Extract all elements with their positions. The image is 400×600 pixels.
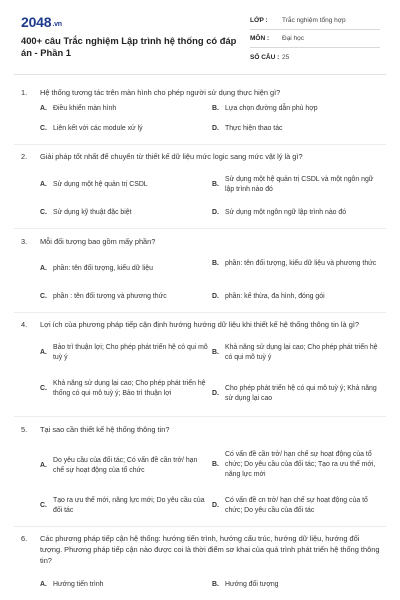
option-letter: C.	[40, 385, 47, 392]
question-number: 2.	[21, 152, 28, 161]
option-letter: C.	[40, 293, 47, 300]
option-text: Bảo trì thuận lợi; Cho phép phát triển hệ có qui mô tuỳ ý	[53, 344, 208, 361]
option-text: Có vấn đề cần trở/ hạn chế sự hoạt động của tổ chức; Do yêu cầu của đối tác; Tạo ra ưu thế mới, năng lực mới	[225, 451, 376, 478]
option-text: Thực hiện thao tác	[225, 125, 283, 132]
option-letter: C.	[40, 125, 47, 132]
meta-key: MÔN :	[250, 35, 270, 42]
option-text: Tạo ra ưu thế mới, năng lực mới; Do yêu cầu của đối tác	[53, 497, 205, 514]
option-text: Khả năng sử dụng lại cao; Cho phép phát triển hệ có qui mô tuỳ ý	[225, 344, 378, 361]
question-2-text	[21, 151, 381, 162]
option-text: Sử dụng một hệ quản trị CSDL	[53, 181, 148, 188]
option-letter: B.	[212, 260, 219, 267]
option-text: Hướng đối tượng	[225, 581, 279, 588]
option-letter: D.	[212, 209, 219, 216]
meta-value: Trắc nghiệm tổng hợp	[282, 17, 346, 24]
option-text: Có vấn đề cn trở/ hạn chế sự hoạt động của tổ chức; Do yêu cầu của đối tác	[225, 497, 368, 514]
option-text: Liên kết với các module xử lý	[53, 125, 143, 132]
logo-suffix: .vn	[52, 21, 62, 28]
site-logo[interactable]	[21, 14, 62, 30]
question-5-option-d[interactable]	[212, 496, 380, 516]
question-body: Hệ thống tương tác trên màn hình cho phép người sử dụng thực hiện gì?	[40, 88, 281, 97]
question-1-option-a[interactable]	[40, 104, 208, 114]
question-divider	[14, 312, 386, 313]
question-1-option-c[interactable]	[40, 124, 208, 134]
option-text: Cho phép phát triển hệ có qui mô tuỳ ý; Khả năng sử dụng lại cao	[225, 385, 377, 402]
question-divider	[14, 526, 386, 527]
option-letter: D.	[212, 390, 219, 397]
option-letter: B.	[212, 105, 219, 112]
option-text: Do yêu cầu của đối tác; Có vấn đề cần trở/ hạn chế sự hoạt động của tổ chức	[53, 457, 198, 474]
question-6-text	[21, 533, 381, 566]
question-4-option-d[interactable]	[212, 384, 380, 404]
question-number: 6.	[21, 534, 28, 543]
option-letter: A.	[40, 581, 47, 588]
option-letter: D.	[212, 125, 219, 132]
question-number: 1.	[21, 88, 28, 97]
option-letter: D.	[212, 293, 219, 300]
meta-row-count	[250, 48, 380, 66]
question-body: Mỗi đối tượng bao gồm mấy phần?	[40, 237, 156, 246]
question-body: Các phương pháp tiếp cận hệ thống: hướng tiến trình, hướng cấu trúc, hướng dữ liệu, hướng đối tượng. Phương pháp tiếp cận nào được coi là thời điểm sơ khai của quá trình phát triển hệ thống thông tin?	[40, 534, 380, 565]
option-letter: B.	[212, 349, 219, 356]
question-number: 4.	[21, 320, 28, 329]
question-2-option-d[interactable]	[212, 208, 380, 218]
option-text: phần: tên đối tượng, kiểu dữ liệu và phương thức	[225, 260, 377, 267]
question-4-option-b[interactable]	[212, 343, 380, 363]
question-4-text	[21, 319, 381, 330]
meta-value: Đại học	[282, 35, 305, 42]
option-text: Khả năng sử dụng lại cao; Cho phép phát triển hệ thống có qui mô tuỳ ý; Bảo trì thuận lợi	[53, 380, 206, 397]
option-letter: C.	[40, 209, 47, 216]
meta-value: 25	[282, 53, 290, 61]
option-letter: D.	[212, 502, 219, 509]
question-divider	[14, 228, 386, 229]
option-letter: A.	[40, 265, 47, 272]
question-4-option-c[interactable]	[40, 379, 208, 399]
question-body: Giải pháp tốt nhất để chuyển từ thiết kế dữ liệu mức logic sang mức vật lý là gì?	[40, 152, 303, 161]
question-5-option-c[interactable]	[40, 496, 208, 516]
question-5-text	[21, 424, 381, 435]
question-5-option-b[interactable]	[212, 450, 380, 480]
option-letter: A.	[40, 181, 47, 188]
option-letter: C.	[40, 502, 47, 509]
meta-table	[250, 12, 380, 66]
option-text: Điều khiển màn hình	[53, 105, 117, 112]
option-text: Sử dụng một ngôn ngữ lập trình nào đó	[225, 209, 347, 216]
option-text: Hướng tiến trình	[53, 581, 104, 588]
option-letter: B.	[212, 461, 219, 468]
question-number: 3.	[21, 237, 28, 246]
question-3-option-b[interactable]	[212, 259, 380, 269]
question-6-option-a[interactable]	[40, 580, 208, 590]
question-divider	[14, 416, 386, 417]
option-letter: B.	[212, 181, 219, 188]
question-1-option-b[interactable]	[212, 104, 380, 114]
meta-row-class	[250, 12, 380, 30]
question-number: 5.	[21, 425, 28, 434]
question-2-option-b[interactable]	[212, 175, 380, 195]
question-3-option-c[interactable]	[40, 292, 208, 302]
option-letter: A.	[40, 105, 47, 112]
question-4-option-a[interactable]	[40, 343, 208, 363]
question-divider	[14, 144, 386, 145]
option-text: phần : tên đối tượng và phương thức	[53, 293, 167, 300]
question-1-text	[21, 87, 381, 98]
question-body: Tại sao cần thiết kế hệ thống thông tin?	[40, 425, 170, 434]
question-3-option-a[interactable]	[40, 264, 208, 274]
page-title: 400+ câu Trắc nghiệm Lập trình hệ thống có đáp án - Phần 1	[21, 35, 237, 58]
option-text: Sử dụng một hệ quản trị CSDL và một ngôn ngữ lập trình nào đó	[225, 176, 374, 193]
question-3-text	[21, 236, 381, 247]
option-text: phần: tên đối tượng, kiểu dữ liệu	[53, 265, 153, 272]
option-letter: A.	[40, 349, 47, 356]
option-text: Sử dụng kỹ thuật đặc biệt	[53, 209, 132, 216]
header-divider	[14, 74, 386, 75]
option-letter: A.	[40, 462, 47, 469]
question-3-option-d[interactable]	[212, 292, 380, 302]
question-6-option-b[interactable]	[212, 580, 380, 590]
question-2-option-a[interactable]	[40, 180, 208, 190]
option-letter: B.	[212, 581, 219, 588]
meta-row-subject	[250, 30, 380, 48]
question-body: Lợi ích của phương pháp tiếp cận định hướng hướng dữ liệu khi thiết kế hệ thống thông tin là gì?	[40, 320, 359, 329]
meta-key: SỐ CÂU :	[250, 53, 280, 61]
question-2-option-c[interactable]	[40, 208, 208, 218]
option-text: Lựa chọn đường dẫn phù hợp	[225, 105, 318, 112]
meta-key: LỚP :	[250, 17, 268, 24]
question-5-option-a[interactable]	[40, 456, 208, 476]
question-1-option-d[interactable]	[212, 124, 380, 134]
logo-text: 2048	[21, 14, 52, 30]
header	[0, 0, 400, 76]
option-text: phần: kế thừa, đa hình, đóng gói	[225, 293, 325, 300]
